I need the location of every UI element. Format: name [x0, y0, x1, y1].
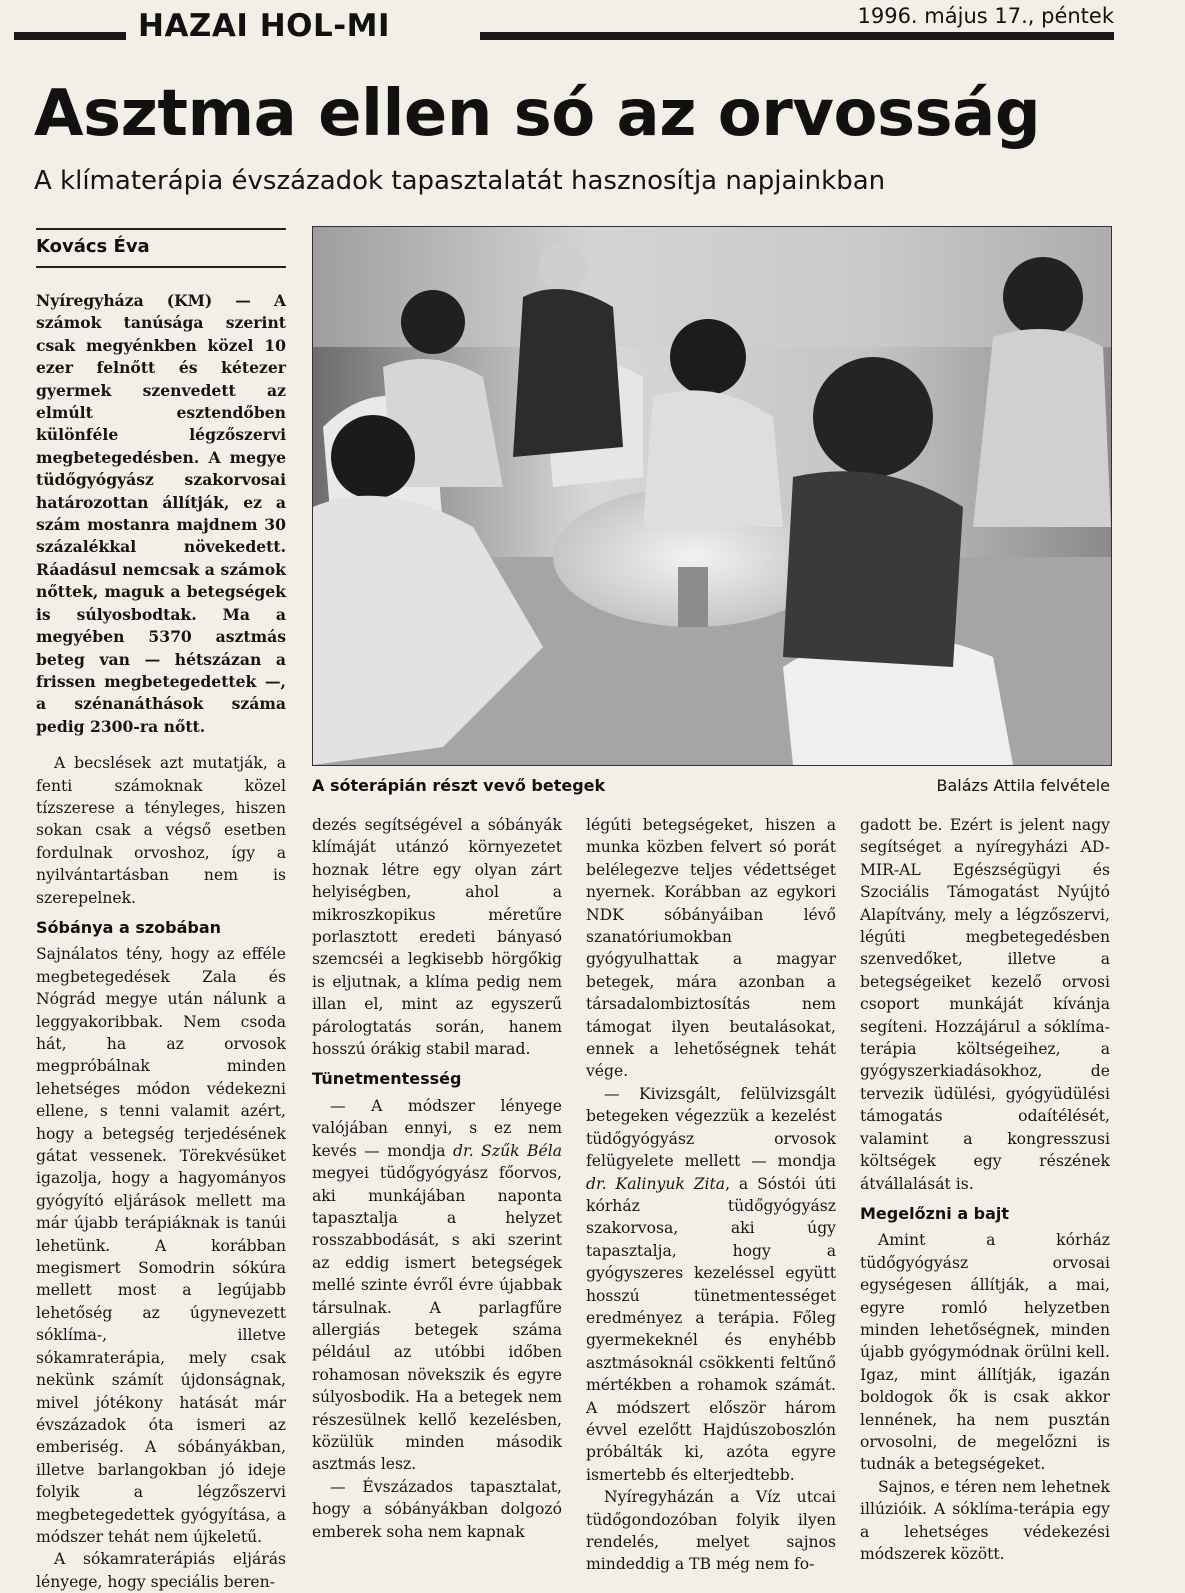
paragraph-quote-szuk — [312, 1095, 562, 1476]
subheading-tunetmentesseg: Tünetmentesség — [312, 1069, 462, 1089]
byline-rule-top — [36, 228, 286, 230]
paragraph: Amint a kórház tüdőgyógyász orvosai egységesen állítják, a mai, egyre romló helyzetben minden lehetőségnek, minden újabb gyógymódnak örülni kell. Igaz, mint állítják, igazán boldogok ők is csak akkor lennének, ha nem pusztán orvosolni, de megelőzni is tudnák a betegségeket. — [860, 1231, 1110, 1474]
text-column-4 — [860, 814, 1110, 1565]
paragraph: Nyíregyházán a Víz utcai tüdőgondozóban folyik ilyen rendelés, melyet sajnos mindeddig a TB még nem fo- — [586, 1488, 836, 1574]
subheading-sobanya: Sóbánya a szobában — [36, 917, 222, 937]
quote-text: , a Sóstói úti kórház tüdőgyógyász szakorvosa, aki úgy tapasztalja, hogy a gyógyszeres kezeléssel együtt hosszú tünetmentességet eredményez a terápia. Főleg gyermekeknél és enyhébb asztmásoknál csökkenti feltűnő mértékben a rohamok számát. A módszert először három évvel ezelőtt Hajdúszoboszlón próbálták ki, azóta egyre ismertebb és elterjedtebb. — [586, 1174, 836, 1484]
byline: Kovács Éva — [36, 236, 150, 257]
doctor-name: dr. Szűk Béla — [453, 1141, 562, 1160]
paragraph: légúti betegségeket, hiszen a munka közben felvert só porát belélegezve teljes védettséget nyernek. Korábban az egykori NDK sóbányáiban lévő szanatóriumokban gyógyulhattak a magyar betegek, mára azonban a társadalombiztosítás nem támogat ilyen beutalásokat, ennek a lehetőségnek tehát vége. — [586, 816, 836, 1081]
subheading-megelozni: Megelőzni a bajt — [860, 1203, 1010, 1223]
masthead-rule-right — [480, 32, 1114, 40]
masthead-rule-left — [14, 32, 126, 40]
photo-credit: Balázs Attila felvétele — [936, 776, 1110, 795]
paragraph: A sókamraterápiás eljárás lényege, hogy speciális beren- — [36, 1550, 286, 1591]
text-column-1 — [36, 290, 286, 1593]
quote-text: — A módszer lényege valójában ennyi, s ez nem kevés — mondja — [312, 1096, 562, 1160]
issue-date: 1996. május 17., péntek — [845, 4, 1114, 28]
masthead — [14, 6, 1114, 46]
paragraph: gadott be. Ezért is jelent nagy segítséget a nyíregyházi AD-MIR-AL Egészségügyi és Szociális Támogatást Nyújtó Alapítvány, mely a légzőszervi, légúti megbetegedésben szenvedőket, illetve a betegségeiket kezelő orvosi csoport munkáját kívánja segíteni. Hozzájárul a sóklíma-terápia költségeihez, a gyógyszerkiadásokhoz, de tervezik üdülési, gyógyüdülési támogatás odaítélését, valamint a kongresszusi költségek egy részének átvállalását is. — [860, 816, 1110, 1193]
byline-rule-bottom — [36, 266, 286, 268]
article-headline: Asztma ellen só az orvosság — [34, 77, 1041, 151]
paragraph: Sajnos, e téren nem lehetnek illúzióik. A sóklíma-terápia egy a lehetséges védekezési módszerek között. — [860, 1477, 1110, 1563]
lead-paragraph: Nyíregyháza (KM) — A számok tanúsága szerint csak megyénkben közel 10 ezer felnőtt és kétezer gyermek szenvedett az elmúlt esztendőben különféle légzőszervi megbetegedésben. A megye tüdőgyógyász szakorvosai határozottan állítják, ez a szám mostanra majdnem 30 százalékkal növekedett. Ráadásul nemcsak a számok nőttek, maguk a betegségek is súlyosbodtak. Ma a megyében 5370 asztmás beteg van — hétszázan a frissen megbetegedettek —, a szénanáthások száma pedig 2300-ra nőtt. — [36, 291, 286, 736]
paragraph: Sajnálatos tény, hogy az efféle megbetegedések Zala és Nógrád megye után nálunk a leggyakoribbak. Nem csoda hát, ha az orvosok megpróbálnak minden lehetséges módon védekezni ellene, s tenni valamit azért, hogy a betegség terjedésének gátat vessenek. Törekvésüket igazolja, hogy a hagyományos gyógyító eljárások mellett ma már újabb terápiáknak is tanúi lehetünk. A korábban megismert Somodrin sókúra mellett most a legújabb lehetőség az úgynevezett sóklíma-, illetve sókamraterápia, mely csak nekünk számít újdonságnak, mivel jótékony hatását már évszázadok óta ismeri az emberiség. A sóbányákban, illetve barlangokban jó ideje folyik a légzőszervi megbetegedettek gyógyítása, a módszer tehát nem újkeletű. — [36, 945, 286, 1546]
quote-text: megyei tüdőgyógyász főorvos, aki munkájában naponta tapasztalja a helyzet rosszabbodását, s aki szerint az eddig ismert betegségek mellé szinte évről évre újabbak társulnak. A parlagfűre allergiás betegek száma például az utóbbi időben rohamosan növekszik és egyre súlyosbodik. Ha a betegek nem részesülnek kellő kezelésben, közülük minden második asztmás lesz. — [312, 1164, 562, 1474]
paragraph-quote-kalinyuk — [586, 1083, 836, 1486]
photo-illustration — [313, 227, 1111, 765]
paragraph: A becslések azt mutatják, a fenti számoknak közel tízszerese a tényleges, hiszen sokan csak a végső esetben fordulnak orvoshoz, így a nyilvántartásban nem is szerepelnek. — [36, 754, 286, 907]
text-column-3 — [586, 814, 836, 1576]
article-subheadline: A klímaterápia évszázadok tapasztalatát hasznosítja napjainkban — [34, 166, 886, 196]
paragraph: — Évszázados tapasztalat, hogy a sóbányákban dolgozó emberek soha nem kapnak — [312, 1477, 562, 1541]
paragraph-gap — [36, 738, 286, 752]
article-photo — [312, 226, 1112, 766]
quote-text: — Kivizsgált, felülvizsgált betegeken végezzük a kezelést tüdőgyógyász orvosok felügyelete mellett — mondja — [586, 1084, 836, 1171]
paragraph: dezés segítségével a sóbányák klímáját utánzó környezetet hoznak létre egy olyan zárt helyiségben, ahol a mikroszkopikus méretűre porlasztott eredeti bányasó szemcséi a legkisebb hörgőkig is eljutnak, a klíma pedig nem illan el, mint az egyszerű párologtatás során, hanem hosszú órákig stabil marad. — [312, 816, 562, 1059]
section-title: HAZAI HOL-MI — [138, 8, 391, 44]
text-column-2 — [312, 814, 562, 1543]
photo-caption: A sóterápián részt vevő betegek — [312, 776, 606, 795]
doctor-name: dr. Kalinyuk Zita — [586, 1174, 726, 1193]
